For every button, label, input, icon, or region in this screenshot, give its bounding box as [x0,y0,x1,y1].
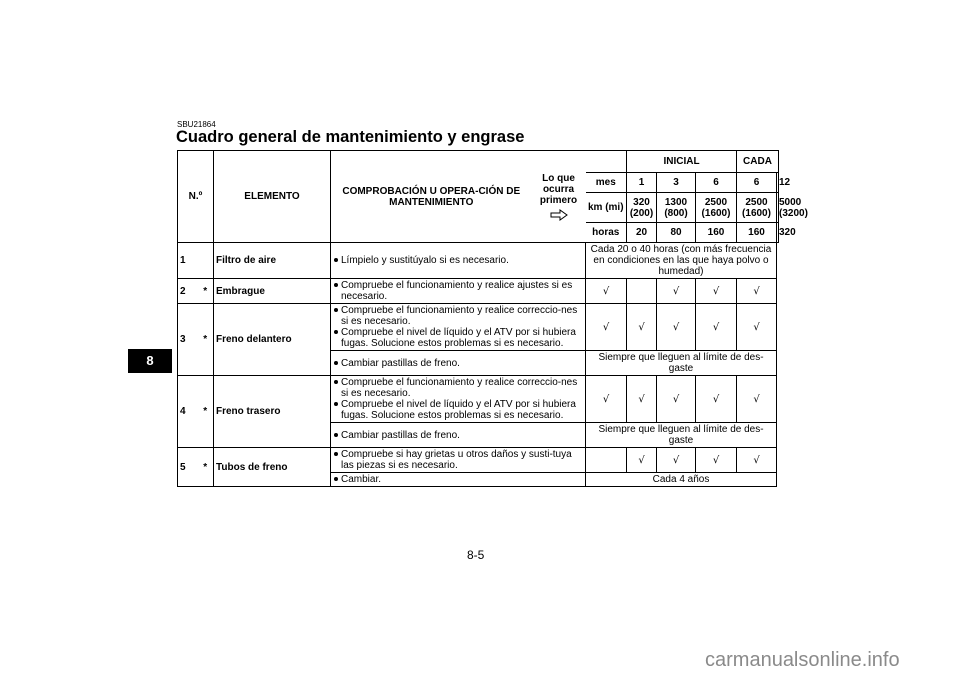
interval-value: 320 [777,223,779,243]
item-number: 4 [178,376,198,448]
interval-value: 2500 (1600) [737,193,777,223]
item-row [178,304,779,351]
interval-unit: km (mi) [586,193,627,223]
interval-value: 12 [777,173,779,193]
task-line: Límpielo y sustitúyalo si es necesario. [333,255,583,266]
item-star: * [198,279,214,304]
check-mark: √ [657,304,696,351]
interval-value: 80 [657,223,696,243]
item-star: * [198,448,214,487]
check-mark [586,448,627,473]
check-mark: √ [657,376,696,423]
item-task [331,351,586,376]
page-title: Cuadro general de mantenimiento y engrase [176,128,525,146]
item-number: 1 [178,243,198,279]
task-line: Compruebe si hay grietas u otros daños y susti-tuya las piezas si es necesario. [333,449,583,471]
interval-value: 1 [627,173,657,193]
interval-value: 6 [696,173,737,193]
item-row [178,448,779,473]
section-code: SBU21864 [177,120,216,129]
item-task [331,376,586,423]
interval-unit: mes [586,173,627,193]
chapter-tab: 8 [128,349,172,373]
interval-unit: horas [586,223,627,243]
interval-value: 20 [627,223,657,243]
item-number: 2 [178,279,198,304]
check-mark: √ [696,376,737,423]
item-element: Freno delantero [214,304,331,376]
task-line: Cambiar pastillas de freno. [333,358,583,369]
check-mark: √ [657,279,696,304]
item-number: 3 [178,304,198,376]
interval-note: Siempre que lleguen al límite de des-gaste [586,423,777,448]
page-number: 8-5 [467,548,485,562]
check-mark: √ [627,448,657,473]
header-check: COMPROBACIÓN U OPERA-CIÓN DE MANTENIMIENTO [342,185,521,208]
check-mark: √ [737,304,777,351]
check-mark: √ [627,304,657,351]
check-mark: √ [737,376,777,423]
interval-note: Siempre que lleguen al límite de des-gaste [586,351,777,376]
check-mark: √ [627,376,657,423]
item-task [331,473,586,487]
check-mark: √ [737,279,777,304]
task-line: Compruebe el nivel de líquido y el ATV por si hubiera fugas. Solucione estos problemas si es necesario. [333,327,583,349]
task-line: Compruebe el funcionamiento y realice correccio-nes si es necesario. [333,305,583,327]
footer-watermark: carmanualsonline.info [705,649,900,671]
item-element: Tubos de freno [214,448,331,487]
check-mark: √ [696,279,737,304]
check-mark: √ [696,304,737,351]
interval-value: 5000 (3200) [777,193,779,223]
task-line: Compruebe el funcionamiento y realice correccio-nes si es necesario. [333,377,583,399]
item-task [331,423,586,448]
maintenance-table [177,150,808,487]
item-element: Filtro de aire [214,243,331,279]
check-mark: √ [657,448,696,473]
check-mark: √ [696,448,737,473]
task-line: Compruebe el nivel de líquido y el ATV por si hubiera fugas. Solucione estos problemas si es necesario. [333,399,583,421]
item-element: Freno trasero [214,376,331,448]
task-line: Compruebe el funcionamiento y realice ajustes si es necesario. [333,280,583,302]
header-every: CADA [737,151,779,173]
task-line: Cambiar pastillas de freno. [333,430,583,441]
item-task [331,304,586,351]
check-mark: √ [737,448,777,473]
item-number: 5 [178,448,198,487]
interval-note: Cada 4 años [586,473,777,487]
interval-value: 1300 (800) [657,193,696,223]
header-num: N.º [178,151,214,243]
item-task [331,243,586,279]
interval-value: 160 [696,223,737,243]
header-initial: INICIAL [627,151,737,173]
interval-value: 2500 (1600) [696,193,737,223]
interval-value: 320 (200) [627,193,657,223]
item-row [178,243,779,279]
header-element: ELEMENTO [214,151,331,243]
interval-value: 6 [737,173,777,193]
check-mark: √ [586,376,627,423]
task-line: Cambiar. [333,474,583,485]
check-mark: √ [586,279,627,304]
check-mark [627,279,657,304]
item-star: * [198,304,214,376]
item-task [331,448,586,473]
item-row [178,279,779,304]
interval-note: Cada 20 o 40 horas (con más frecuencia en condiciones en las que haya polvo o humedad) [586,243,777,279]
interval-value: 3 [657,173,696,193]
header-first: Lo que ocurra primero [539,172,578,206]
interval-value: 160 [737,223,777,243]
item-star [198,243,214,279]
arrow-right-icon [550,209,568,221]
item-task [331,279,586,304]
check-mark: √ [586,304,627,351]
item-row [178,376,779,423]
item-element: Embrague [214,279,331,304]
item-star: * [198,376,214,448]
